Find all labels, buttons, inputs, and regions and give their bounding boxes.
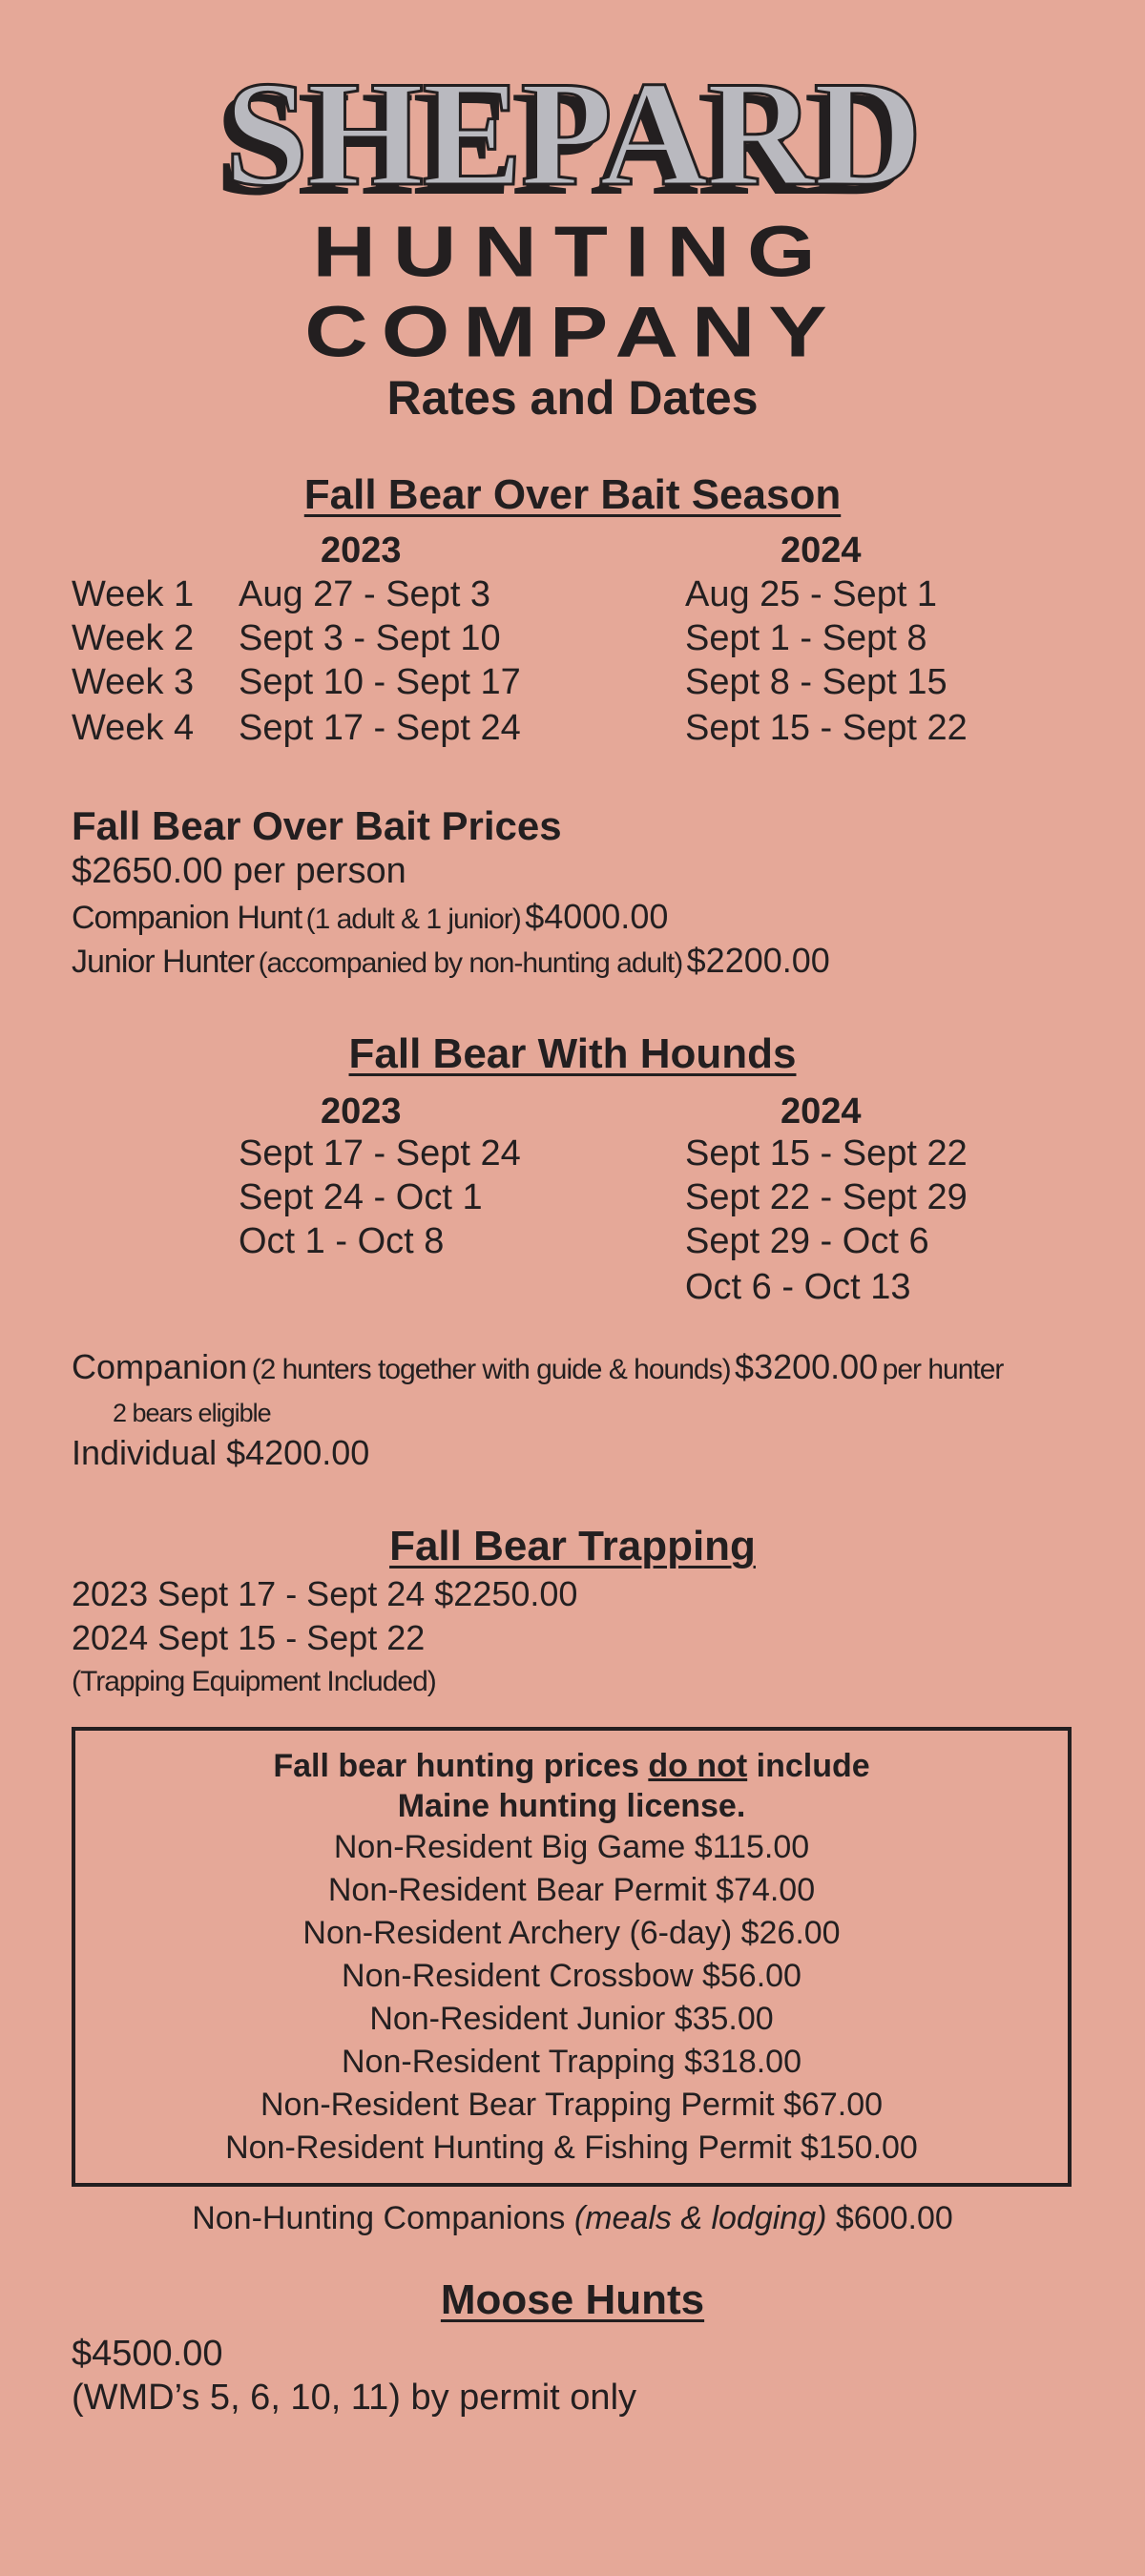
license-fee-item: Non-Resident Crossbow $56.00 xyxy=(342,1958,802,1994)
hounds-dates-2024: Oct 6 - Oct 13 xyxy=(685,1267,911,1307)
week-dates-2023: Aug 27 - Sept 3 xyxy=(239,574,491,614)
junior-hunter-price: $2200.00 xyxy=(686,941,830,980)
week-label: Week 2 xyxy=(72,618,195,658)
license-notice xyxy=(75,1746,1068,1786)
bears-eligible-note: 2 bears eligible xyxy=(113,1399,271,1427)
hounds-companion-price: $3200.00 xyxy=(735,1347,879,1386)
hounds-heading: Fall Bear With Hounds xyxy=(348,1030,797,1077)
bait-prices-heading: Fall Bear Over Bait Prices xyxy=(72,803,562,848)
companion-hunt-note: (1 adult & 1 junior) xyxy=(305,904,521,935)
non-hunting-note: (meals & lodging) xyxy=(573,2200,827,2236)
junior-hunter-label: Junior Hunter xyxy=(72,944,255,980)
hounds-companion-note: (2 hunters together with guide & hounds) xyxy=(251,1354,731,1385)
logo-hunting: HUNTING xyxy=(312,212,833,292)
license-notice-line2: Maine hunting license. xyxy=(397,1788,746,1824)
license-fee-item: Non-Resident Bear Permit $74.00 xyxy=(327,1872,816,1908)
week-dates-2024: Aug 25 - Sept 1 xyxy=(685,574,938,614)
hounds-companion-unit: per hunter xyxy=(882,1354,1004,1385)
hounds-year-2023: 2023 xyxy=(321,1091,402,1132)
license-fee-item: Non-Resident Big Game $115.00 xyxy=(333,1829,810,1865)
bait-year-2023: 2023 xyxy=(321,530,402,571)
hounds-dates-2023: Oct 1 - Oct 8 xyxy=(239,1221,445,1261)
hounds-dates-2024: Sept 29 - Oct 6 xyxy=(685,1221,929,1261)
bait-week-row xyxy=(72,574,1083,620)
license-notice-box xyxy=(72,1727,1072,2187)
hounds-year-2024: 2024 xyxy=(781,1091,862,1132)
companion-hunt-price: $4000.00 xyxy=(525,897,669,936)
week-label: Week 1 xyxy=(72,574,195,614)
hounds-individual-price: Individual $4200.00 xyxy=(72,1433,370,1472)
hounds-dates-2024: Sept 15 - Sept 22 xyxy=(685,1133,968,1174)
trapping-equipment-note: (Trapping Equipment Included) xyxy=(72,1666,436,1697)
bait-week-row xyxy=(72,662,1083,708)
trapping-2024-line: 2024 Sept 15 - Sept 22 xyxy=(72,1618,426,1657)
trapping-2023-line: 2023 Sept 17 - Sept 24 $2250.00 xyxy=(72,1574,578,1613)
hounds-companion-label: Companion xyxy=(72,1347,248,1386)
hounds-dates-2023: Sept 24 - Oct 1 xyxy=(239,1177,483,1217)
week-dates-2023: Sept 3 - Sept 10 xyxy=(239,618,501,658)
bait-per-person-price: $2650.00 per person xyxy=(72,851,406,891)
license-notice-post: include xyxy=(747,1748,870,1784)
week-dates-2023: Sept 17 - Sept 24 xyxy=(239,708,521,748)
non-hunting-companions-line xyxy=(0,2200,1145,2237)
junior-hunter-line xyxy=(72,941,830,981)
trapping-heading: Fall Bear Trapping xyxy=(389,1523,756,1569)
logo-shepard: SHEPARD xyxy=(224,51,921,218)
page-title: Rates and Dates xyxy=(386,371,759,425)
week-dates-2023: Sept 10 - Sept 17 xyxy=(239,662,521,702)
bait-week-row xyxy=(72,708,1083,754)
week-dates-2024: Sept 15 - Sept 22 xyxy=(685,708,968,748)
bait-season-heading: Fall Bear Over Bait Season xyxy=(303,471,842,518)
week-dates-2024: Sept 1 - Sept 8 xyxy=(685,618,927,658)
hounds-dates-2023: Sept 17 - Sept 24 xyxy=(239,1133,521,1174)
moose-permit-note: (WMD’s 5, 6, 10, 11) by permit only xyxy=(72,2378,637,2418)
companion-hunt-label: Companion Hunt xyxy=(72,900,302,936)
license-fee-item: Non-Resident Archery (6-day) $26.00 xyxy=(302,1915,841,1951)
week-label: Week 3 xyxy=(72,662,195,702)
bait-week-row xyxy=(72,618,1083,664)
bait-year-2024: 2024 xyxy=(781,530,862,571)
license-fee-item: Non-Resident Hunting & Fishing Permit $150.00 xyxy=(225,2129,918,2166)
week-label: Week 4 xyxy=(72,708,195,748)
license-fee-item: Non-Resident Bear Trapping Permit $67.00 xyxy=(260,2087,884,2123)
license-fee-item: Non-Resident Trapping $318.00 xyxy=(342,2044,802,2080)
license-fee-item: Non-Resident Junior $35.00 xyxy=(369,2001,774,2037)
license-notice-pre: Fall bear hunting prices xyxy=(273,1748,649,1784)
hounds-companion-line xyxy=(72,1347,1003,1387)
moose-price: $4500.00 xyxy=(72,2334,223,2374)
companion-hunt-line xyxy=(72,897,668,937)
junior-hunter-note: (accompanied by non-hunting adult) xyxy=(258,947,683,979)
moose-heading: Moose Hunts xyxy=(440,2276,705,2323)
hounds-dates-2024: Sept 22 - Sept 29 xyxy=(685,1177,968,1217)
non-hunting-price: $600.00 xyxy=(826,2200,953,2236)
non-hunting-label: Non-Hunting Companions xyxy=(192,2200,574,2236)
week-dates-2024: Sept 8 - Sept 15 xyxy=(685,662,947,702)
license-notice-emphasis: do not xyxy=(648,1748,748,1784)
logo-company: COMPANY xyxy=(304,292,841,372)
